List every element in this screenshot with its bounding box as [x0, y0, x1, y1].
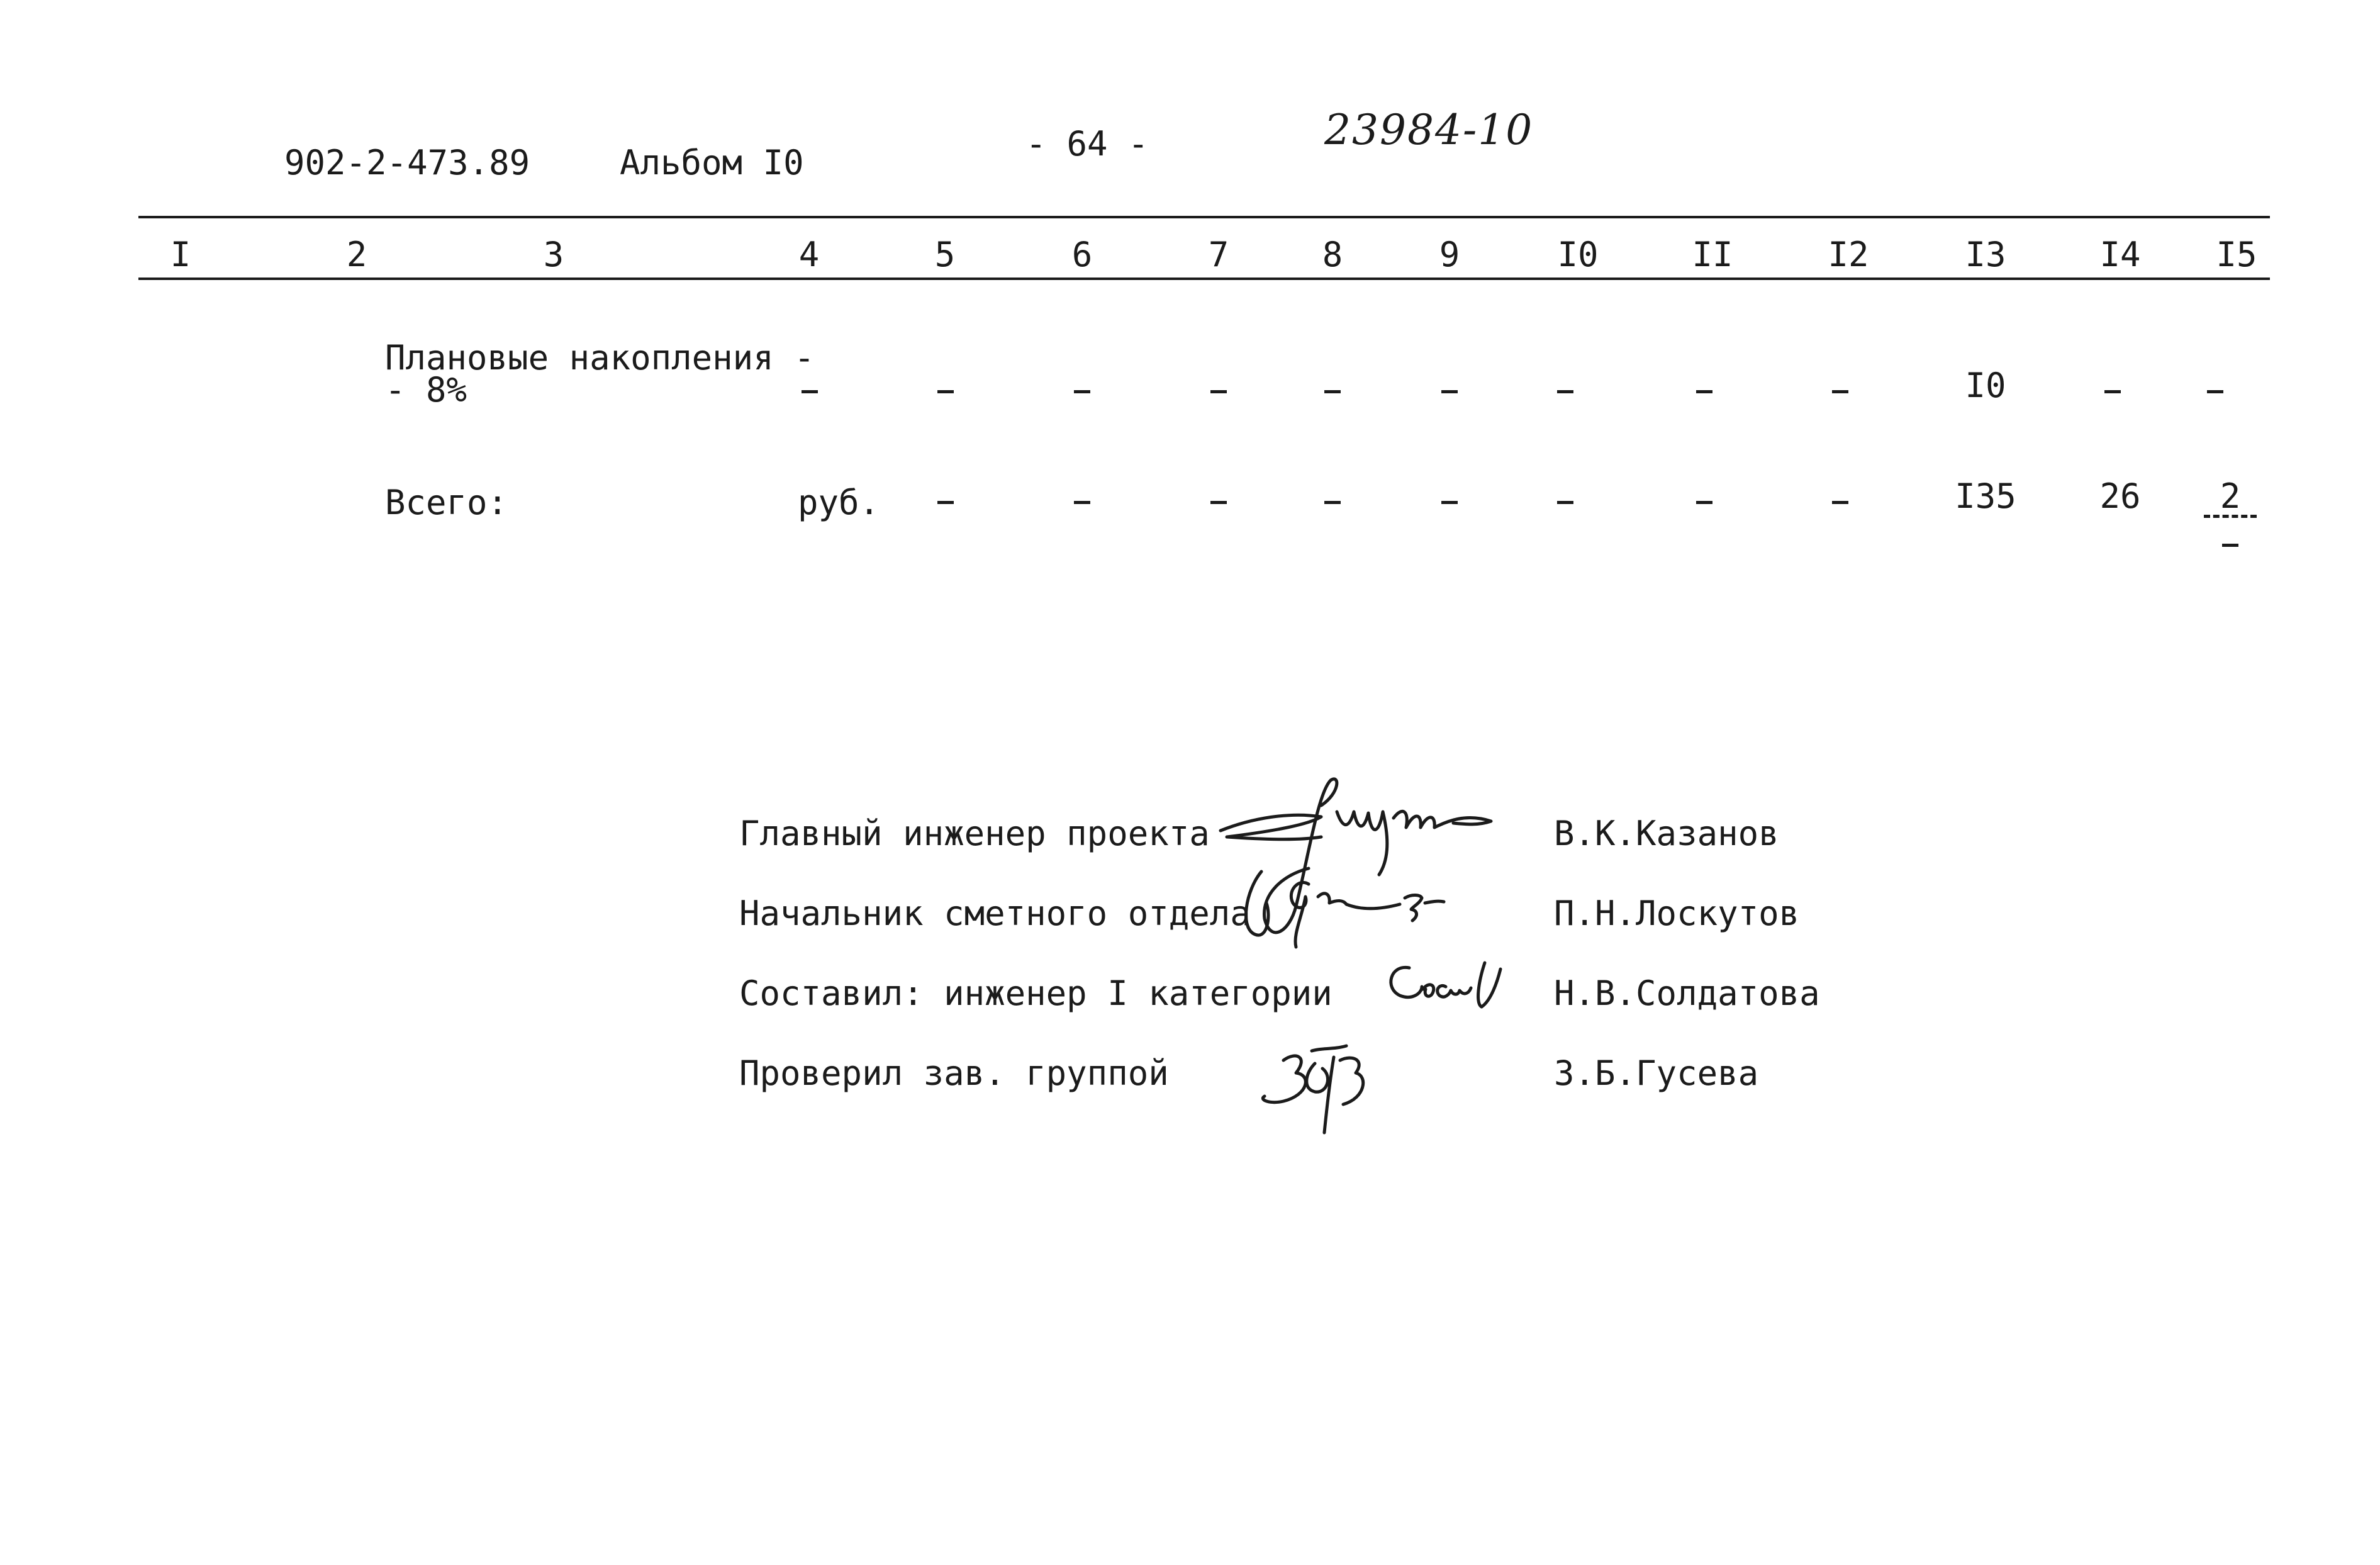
- column-header: I: [170, 235, 191, 274]
- empty-cell-dash: [937, 501, 954, 504]
- empty-cell-dash: [1832, 501, 1848, 504]
- empty-cell-dash: [2222, 544, 2238, 547]
- signature-name: Н.В.Солдатова: [1554, 973, 1820, 1013]
- column-header: 5: [934, 235, 956, 274]
- cell-col14: 26: [2099, 476, 2141, 516]
- empty-cell-dash: [937, 390, 954, 393]
- column-header: 7: [1208, 235, 1229, 274]
- empty-cell-dash: [2104, 390, 2121, 393]
- underline-col15: [2204, 515, 2257, 518]
- empty-cell-dash: [1557, 390, 1573, 393]
- column-header: 9: [1439, 235, 1460, 274]
- signature-role: Проверил зав. группой: [739, 1053, 1169, 1093]
- unit-label: руб.: [798, 483, 880, 522]
- column-header: 2: [346, 235, 367, 274]
- signature-loskutov: [1243, 865, 1545, 960]
- header-bottom-rule: [138, 278, 2270, 280]
- column-header: II: [1692, 235, 1733, 274]
- column-header: 8: [1322, 235, 1343, 274]
- column-header: I3: [1965, 235, 2006, 274]
- header-top-rule: [138, 216, 2270, 218]
- signature-role: Составил: инженер I категории: [739, 973, 1332, 1013]
- empty-cell-dash: [1074, 390, 1090, 393]
- signature-name: В.К.Казанов: [1554, 814, 1779, 853]
- empty-cell-dash: [1324, 390, 1341, 393]
- cell-col13: I35: [1955, 476, 2016, 516]
- empty-cell-dash: [1696, 390, 1712, 393]
- column-header: 4: [798, 235, 820, 274]
- row-label: Плановые накопления -: [385, 338, 815, 378]
- empty-cell-dash: [1441, 390, 1458, 393]
- empty-cell-dash: [2207, 390, 2223, 393]
- signature-guseva: [1252, 1038, 1403, 1139]
- empty-cell-dash: [1074, 501, 1090, 504]
- signature-name: П.Н.Лоскутов: [1554, 894, 1800, 933]
- row-label-rate: - 8%: [385, 370, 467, 410]
- empty-cell-dash: [1210, 501, 1227, 504]
- signature-role: Главный инженер проекта: [739, 814, 1210, 853]
- column-header: 3: [543, 235, 564, 274]
- column-header: I5: [2216, 235, 2257, 274]
- signature-soldatova: [1384, 956, 1522, 1026]
- cell-col13: I0: [1965, 366, 2006, 405]
- empty-cell-dash: [802, 390, 818, 393]
- column-header: 6: [1071, 235, 1093, 274]
- column-header: I0: [1557, 235, 1599, 274]
- signature-name: З.Б.Гусева: [1554, 1053, 1759, 1093]
- doc-code: 902-2-473.89: [284, 143, 530, 182]
- handwritten-number: 23984-10: [1324, 106, 1534, 154]
- empty-cell-dash: [1696, 501, 1712, 504]
- signature-role: Начальник сметного отдела: [739, 894, 1251, 933]
- column-header: I2: [1828, 235, 1869, 274]
- empty-cell-dash: [1441, 501, 1458, 504]
- empty-cell-dash: [1557, 501, 1573, 504]
- cell-col15: 2: [2220, 476, 2241, 516]
- album-label: Альбом I0: [620, 143, 804, 182]
- page-number: - 64 -: [1025, 124, 1149, 164]
- empty-cell-dash: [1832, 390, 1848, 393]
- row-label: Всего:: [385, 483, 508, 522]
- column-header: I4: [2099, 235, 2141, 274]
- empty-cell-dash: [1210, 390, 1227, 393]
- empty-cell-dash: [1324, 501, 1341, 504]
